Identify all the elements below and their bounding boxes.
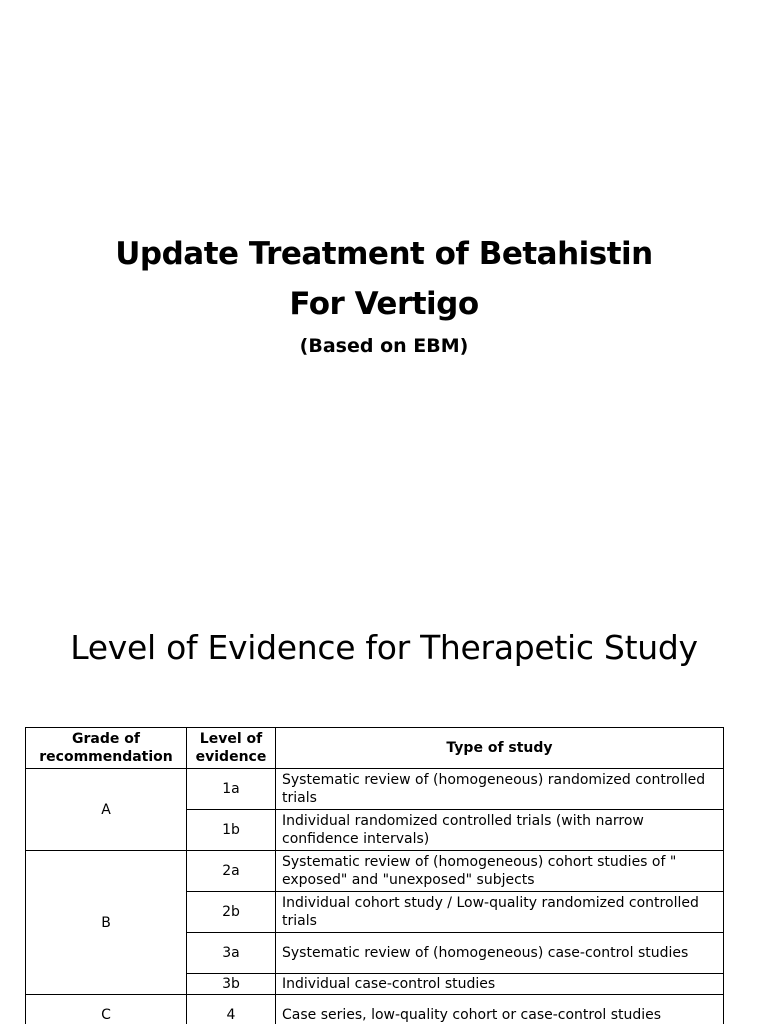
type-cell: Systematic review of (homogeneous) case-control studies xyxy=(276,933,724,974)
type-cell: Case series, low-quality cohort or case-control studies xyxy=(276,995,724,1024)
slide-subtitle: (Based on EBM) xyxy=(299,335,469,357)
grade-cell: A xyxy=(26,769,187,851)
type-cell: Individual randomized controlled trials (with narrow confidence intervals) xyxy=(276,810,724,851)
type-cell: Systematic review of (homogeneous) randomized controlled trials xyxy=(276,769,724,810)
type-cell: Individual cohort study / Low-quality randomized controlled trials xyxy=(276,892,724,933)
table-row xyxy=(26,995,724,1024)
level-cell: 2b xyxy=(187,892,276,933)
grade-cell: B xyxy=(26,851,187,995)
evidence-slide xyxy=(0,576,768,1024)
table-header-row xyxy=(26,728,724,769)
header-type: Type of study xyxy=(276,728,724,769)
slide-title-line-1: Update Treatment of Betahistin xyxy=(115,236,653,272)
level-cell: 3a xyxy=(187,933,276,974)
grade-cell: C xyxy=(26,995,187,1024)
level-cell: 2a xyxy=(187,851,276,892)
slide-title-line-2: For Vertigo xyxy=(289,286,479,322)
evidence-table xyxy=(25,727,724,1024)
table-row xyxy=(26,851,724,892)
level-cell: 3b xyxy=(187,974,276,995)
evidence-slide-title: Level of Evidence for Therapetic Study xyxy=(70,628,698,667)
type-cell: Individual case-control studies xyxy=(276,974,724,995)
header-grade: Grade of recommendation xyxy=(26,728,187,769)
level-cell: 1b xyxy=(187,810,276,851)
level-cell: 1a xyxy=(187,769,276,810)
level-cell: 4 xyxy=(187,995,276,1024)
table-row xyxy=(26,769,724,810)
type-cell: Systematic review of (homogeneous) cohort studies of " exposed" and "unexposed" subjects xyxy=(276,851,724,892)
header-level: Level of evidence xyxy=(187,728,276,769)
